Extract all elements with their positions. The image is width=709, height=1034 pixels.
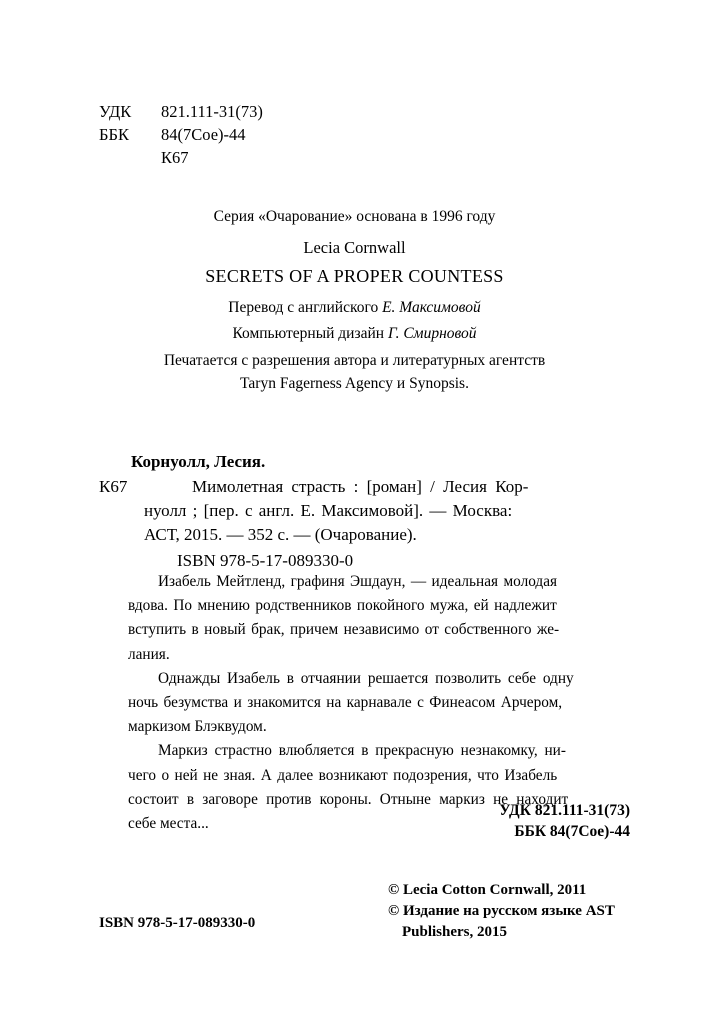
annotation-paragraph bbox=[128, 570, 631, 667]
annotation-line: маркизом Блэквудом. bbox=[128, 718, 267, 736]
annotation-line: чего о ней не зная. А далее возникают подозрения, что Изабель bbox=[128, 766, 558, 784]
design-prefix: Компьютерный дизайн bbox=[232, 325, 388, 342]
bottom-bbk: ББК 84(7Сое)-44 bbox=[514, 823, 630, 840]
designer-name: Г. Смирновой bbox=[387, 325, 477, 342]
bbk-row bbox=[99, 123, 263, 146]
biblio-body bbox=[99, 475, 632, 573]
permission-line-1: Печатается с разрешения автора и литературных агентств bbox=[163, 352, 546, 369]
annotation-line: вступить в новый брак, причем независимо от собственного же- bbox=[128, 621, 560, 639]
biblio-heading: Корнуолл, Лесия. bbox=[131, 452, 266, 471]
biblio-description bbox=[144, 475, 632, 547]
translator-name: Е. Максимовой bbox=[382, 299, 481, 316]
annotation-text bbox=[128, 570, 631, 836]
copyright-line-russian-cont: Publishers, 2015 bbox=[402, 924, 508, 940]
bottom-classification-codes bbox=[499, 800, 630, 842]
annotation-line: Однажды Изабель в отчаянии решается позволить себе одну bbox=[158, 669, 574, 687]
original-author: Lecia Cornwall bbox=[303, 238, 406, 257]
copyright-line-original: © Lecia Cotton Cornwall, 2011 bbox=[388, 882, 587, 898]
udk-label: УДК bbox=[99, 102, 132, 121]
annotation-line: состоит в заговоре против короны. Отныне маркиз не находит bbox=[128, 790, 569, 808]
permission-line-2: Taryn Fagerness Agency и Synopsis. bbox=[240, 375, 469, 392]
design-credit bbox=[0, 325, 709, 343]
annotation-line: ночь безумства и знакомится на карнавале с Финеасом Арчером, bbox=[128, 694, 563, 712]
classification-codes bbox=[99, 100, 263, 169]
annotation-paragraph bbox=[128, 667, 631, 740]
annotation-line: Маркиз страстно влюбляется в прекрасную незнакомку, ни- bbox=[158, 742, 566, 760]
biblio-line-1: Мимолетная страсть : [роман] / Лесия Кор- bbox=[192, 477, 529, 496]
translation-prefix: Перевод с английского bbox=[228, 299, 383, 316]
biblio-author-code: К67 bbox=[99, 477, 128, 496]
bbk-value: 84(7Сое)-44 bbox=[161, 125, 246, 144]
biblio-line-3: АСТ, 2015. — 352 с. — (Очарование). bbox=[144, 525, 417, 544]
series-line: Серия «Очарование» основана в 1996 году bbox=[213, 208, 496, 225]
copyright-line-russian: © Издание на русском языке AST bbox=[388, 903, 615, 919]
copyright-block bbox=[388, 880, 615, 943]
bottom-isbn: ISBN 978-5-17-089330-0 bbox=[99, 915, 256, 931]
author-code-value: К67 bbox=[161, 148, 189, 167]
annotation-line: Изабель Мейтленд, графиня Эшдаун, — идеальная молодая bbox=[158, 573, 558, 590]
annotation-line: лания. bbox=[128, 645, 170, 663]
bbk-label: ББК bbox=[99, 125, 129, 144]
author-code-row bbox=[99, 146, 263, 169]
annotation-line: вдова. По мнению родственников покойного мужа, ей надлежит bbox=[128, 597, 557, 615]
bibliographic-record bbox=[99, 450, 632, 573]
udk-row bbox=[99, 100, 263, 123]
udk-value: 821.111-31(73) bbox=[161, 102, 263, 121]
biblio-line-2: нуолл ; [пер. с англ. Е. Максимовой]. — Москва: bbox=[144, 501, 513, 520]
translation-credit bbox=[0, 299, 709, 317]
bottom-udk: УДК 821.111-31(73) bbox=[499, 802, 630, 819]
annotation-line: себе места... bbox=[128, 815, 209, 833]
original-title: SECRETS OF A PROPER COUNTESS bbox=[205, 266, 504, 286]
biblio-isbn: ISBN 978-5-17-089330-0 bbox=[177, 551, 354, 570]
